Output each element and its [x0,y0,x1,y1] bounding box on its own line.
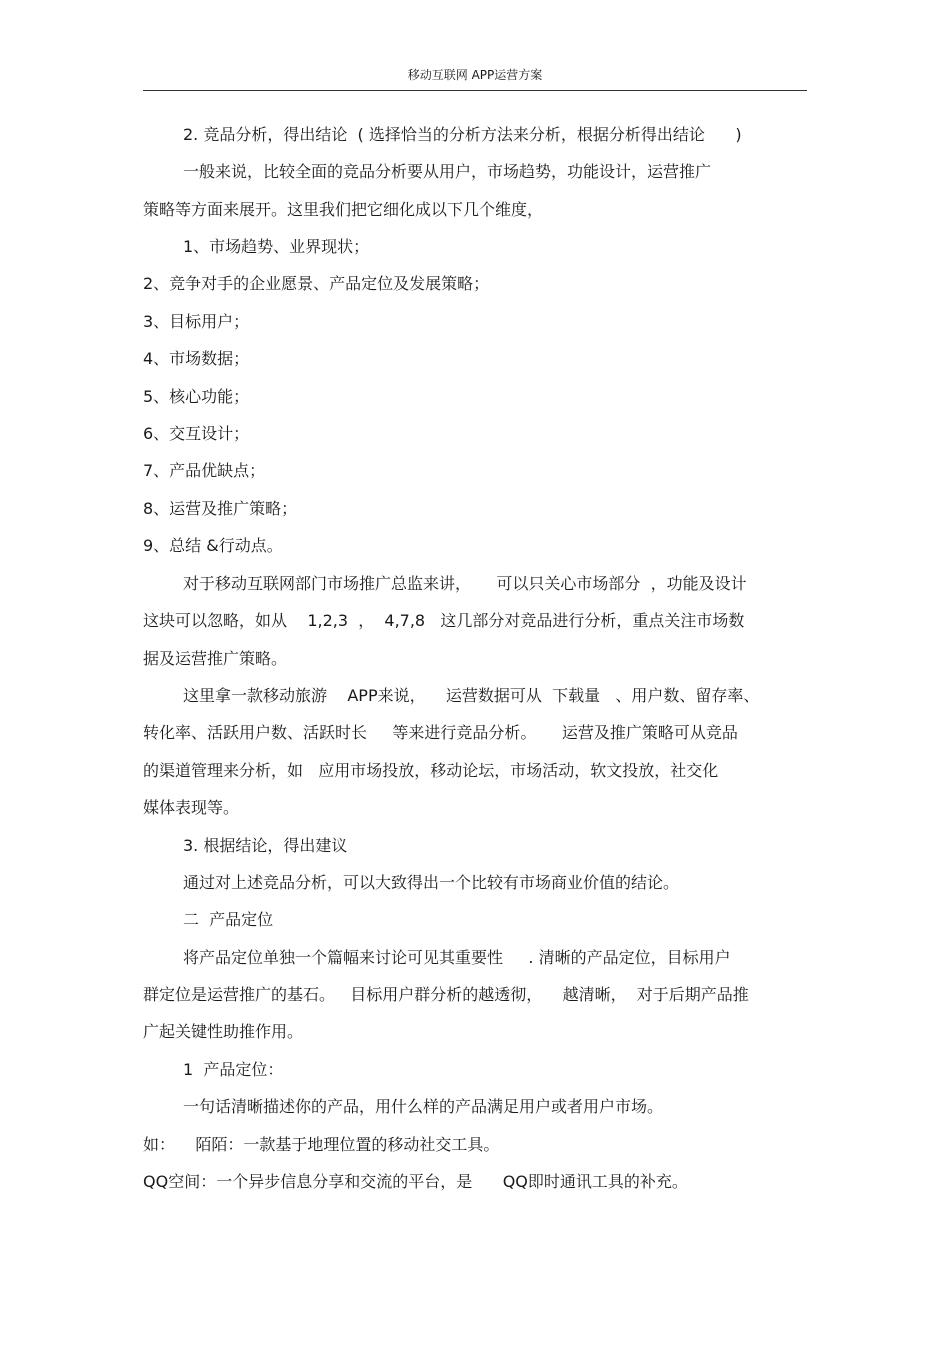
paragraph-line: 据及运营推广策略。 [143,649,288,668]
list-item: 2、竞争对手的企业愿景、产品定位及发展策略； [143,274,490,293]
list-item: 1、市场趋势、业界现状； [183,237,370,256]
section-heading-competitor-analysis: 2. 竞品分析，得出结论 ( 选择恰当的分析方法来分析，根据分析得出结论 ) [183,125,742,144]
list-item: 9、总结 &行动点。 [143,536,283,555]
page-header: 移动互联网 APP运营方案 [407,68,543,82]
subsection-heading: 1 产品定位： [183,1060,284,1079]
paragraph-line: 通过对上述竞品分析，可以大致得出一个比较有市场商业价值的结论。 [183,873,680,892]
paragraph-line: 一句话清晰描述你的产品，用什么样的产品满足用户或者用户市场。 [183,1097,664,1116]
paragraph-line: 广起关键性助推作用。 [143,1022,304,1041]
paragraph-line: 群定位是运营推广的基石。 目标用户群分析的越透彻， 越清晰， 对于后期产品推 [143,985,749,1004]
list-item: 7、产品优缺点； [143,461,266,480]
list-item: 4、市场数据； [143,349,250,368]
example-line: QQ空间：一个异步信息分享和交流的平台，是 QQ即时通讯工具的补充。 [143,1172,688,1191]
paragraph-line: 一般来说，比较全面的竞品分析要从用户，市场趋势，功能设计，运营推广 [183,162,712,181]
paragraph-line: 这块可以忽略，如从 1,2,3 ， 4,7,8 这几部分对竞品进行分析，重点关注市场数 [143,611,745,630]
header-divider [143,90,807,91]
section-heading-product-positioning: 二 产品定位 [183,910,274,929]
paragraph-line: 的渠道管理来分析，如 应用市场投放，移动论坛，市场活动，软文投放，社交化 [143,761,719,780]
list-item: 6、交互设计； [143,424,250,443]
section-heading-suggestions: 3. 根据结论，得出建议 [183,836,348,855]
paragraph-line: 对于移动互联网部门市场推广总监来讲， 可以只关心市场部分 ，功能及设计 [183,574,747,593]
paragraph-line: 这里拿一款移动旅游 APP来说， 运营数据可从 下载量 、用户数、留存率、 [183,686,760,705]
paragraph-line: 媒体表现等。 [143,798,240,817]
paragraph-line: 转化率、活跃用户数、活跃时长 等来进行竞品分析。 运营及推广策略可从竞品 [143,723,738,742]
paragraph-line: 策略等方面来展开。这里我们把它细化成以下几个维度， [143,200,544,219]
paragraph-line: 将产品定位单独一个篇幅来讨论可见其重要性 . 清晰的产品定位，目标用户 [183,948,731,967]
list-item: 3、目标用户； [143,312,250,331]
example-line: 如： 陌陌：一款基于地理位置的移动社交工具。 [143,1135,500,1154]
list-item: 5、核心功能； [143,387,250,406]
list-item: 8、运营及推广策略； [143,499,298,518]
